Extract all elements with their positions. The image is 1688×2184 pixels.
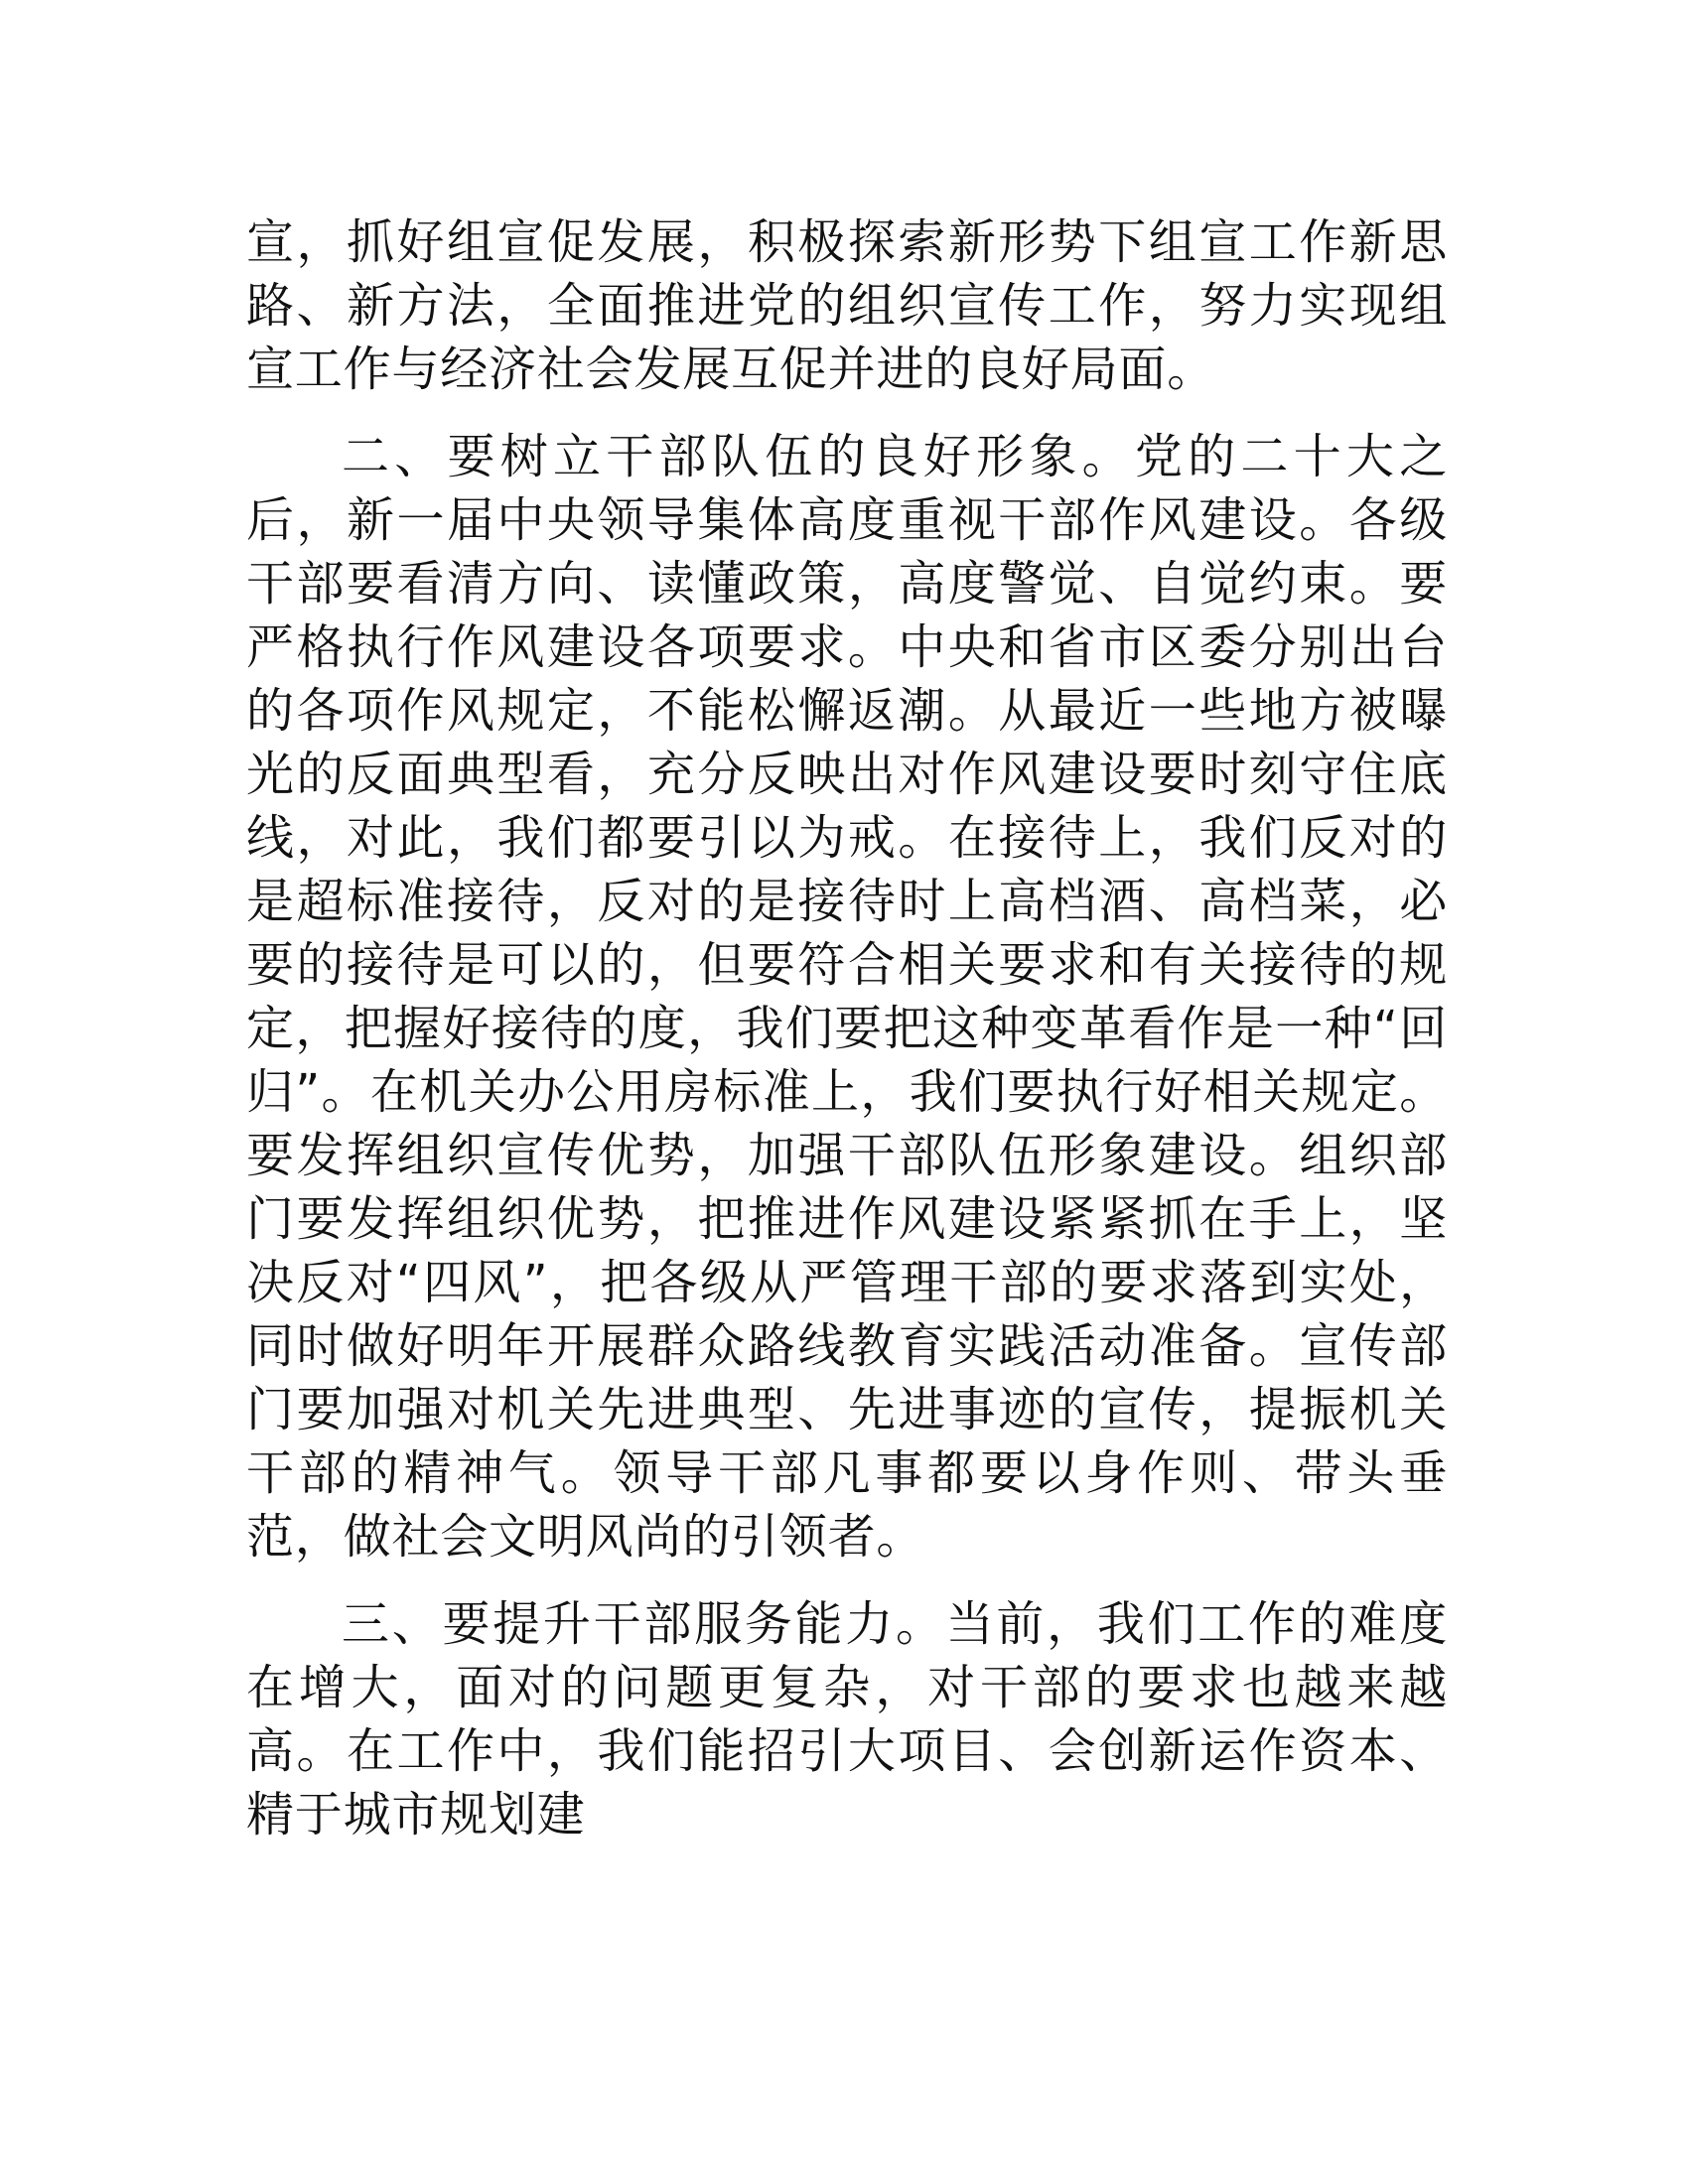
paragraph-section-three: 三、要提升干部服务能力。当前，我们工作的难度在增大，面对的问题更复杂，对干部的要求也越来越高。在工作中，我们能招引大项目、会创新运作资本、精于城市规划建 bbox=[246, 1596, 1448, 1843]
paragraph-section-two: 二、要树立干部队伍的良好形象。党的二十大之后，新一届中央领导集体高度重视干部作风建设。各级干部要看清方向、读懂政策，高度警觉、自觉约束。要严格执行作风建设各项要求。中央和省市区委分别出台的各项作风规定，不能松懈返潮。从最近一些地方被曝光的反面典型看，充分反映出对作风建设要时刻守住底线，对此，我们都要引以为戒。在接待上，我们反对的是超标准接待，反对的是接待时上高档酒、高档菜，必要的接待是可以的，但要符合相关要求和有关接待的规定，把握好接待的度，我们要把这种变革看作是一种“回归”。在机关办公用房标准上，我们要执行好相关规定。要发挥组织宣传优势，加强干部队伍形象建设。组织部门要发挥组织优势，把推进作风建设紧紧抓在手上，坚决反对“四风”，把各级从严管理干部的要求落到实处，同时做好明年开展群众路线教育实践活动准备。宣传部门要加强对机关先进典型、先进事迹的宣传，提振机关干部的精神气。领导干部凡事都要以身作则、带头垂范，做社会文明风尚的引领者。 bbox=[246, 429, 1448, 1565]
document-body bbox=[246, 210, 1448, 1870]
paragraph-continuation: 宣，抓好组宣促发展，积极探索新形势下组宣工作新思路、新方法，全面推进党的组织宣传工作，努力实现组宣工作与经济社会发展互促并进的良好局面。 bbox=[246, 214, 1448, 397]
